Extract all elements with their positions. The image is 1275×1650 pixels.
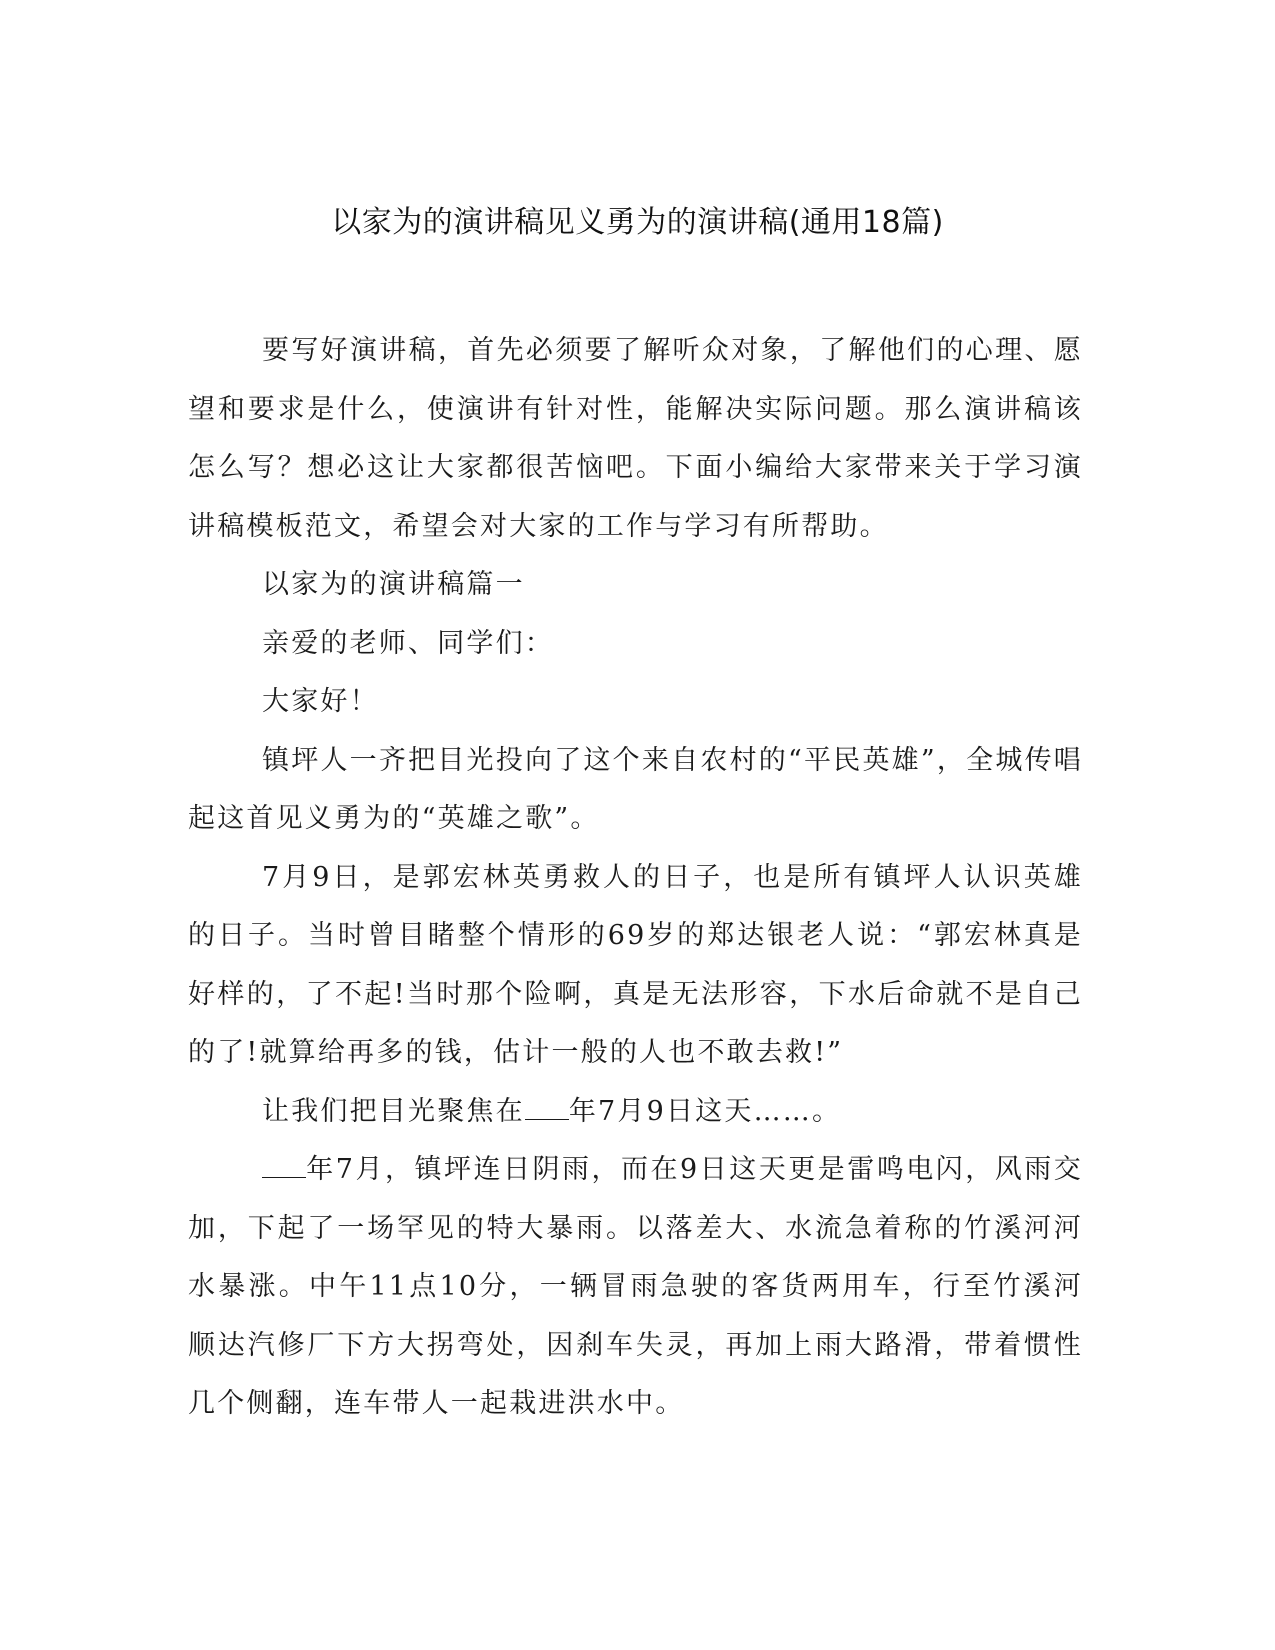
body-paragraph: 镇坪人一齐把目光投向了这个来自农村的“平民英雄”，全城传唱起这首见义勇为的“英雄之歌”。: [188, 744, 1083, 834]
section-heading: 以家为的演讲稿篇一: [262, 569, 525, 600]
focus-text-after: 年7月9日这天……。: [568, 1095, 842, 1127]
document-title: 以家为的演讲稿见义勇为的演讲稿(通用18篇): [331, 205, 944, 240]
fill-in-blank: [525, 1099, 569, 1120]
salutation: 亲爱的老师、同学们：: [262, 627, 554, 659]
fill-in-blank: [262, 1157, 306, 1178]
document-body: [188, 322, 1083, 1434]
greeting: 大家好！: [262, 686, 379, 717]
focus-text-before: 让我们把目光聚焦在: [262, 1095, 525, 1127]
body-paragraph: 7月9日，是郭宏林英勇救人的日子，也是所有镇坪人认识英雄的日子。当时曾目睹整个情形的69岁的郑达银老人说：“郭宏林真是好样的，了不起!当时那个险啊，真是无法形容，下水后命就不是自己的了!就算给再多的钱，估计一般的人也不敢去救!”: [188, 861, 1083, 1068]
body-paragraph: [188, 1141, 1083, 1434]
body-paragraph: [188, 1083, 1083, 1142]
intro-paragraph: 要写好演讲稿，首先必须要了解听众对象，了解他们的心理、愿望和要求是什么，使演讲有针对性，能解决实际问题。那么演讲稿该怎么写？想必这让大家都很苦恼吧。下面小编给大家带来关于学习演讲稿模板范文，希望会对大家的工作与学习有所帮助。: [188, 335, 1083, 542]
flood-text: 年7月，镇坪连日阴雨，而在9日这天更是雷鸣电闪，风雨交加，下起了一场罕见的特大暴雨。以落差大、水流急着称的竹溪河河水暴涨。中午11点10分，一辆冒雨急驶的客货两用车，行至竹溪河顺达汽修厂下方大拐弯处，因刹车失灵，再加上雨大路滑，带着惯性几个侧翻，连车带人一起栽进洪水中。: [188, 1154, 1083, 1419]
